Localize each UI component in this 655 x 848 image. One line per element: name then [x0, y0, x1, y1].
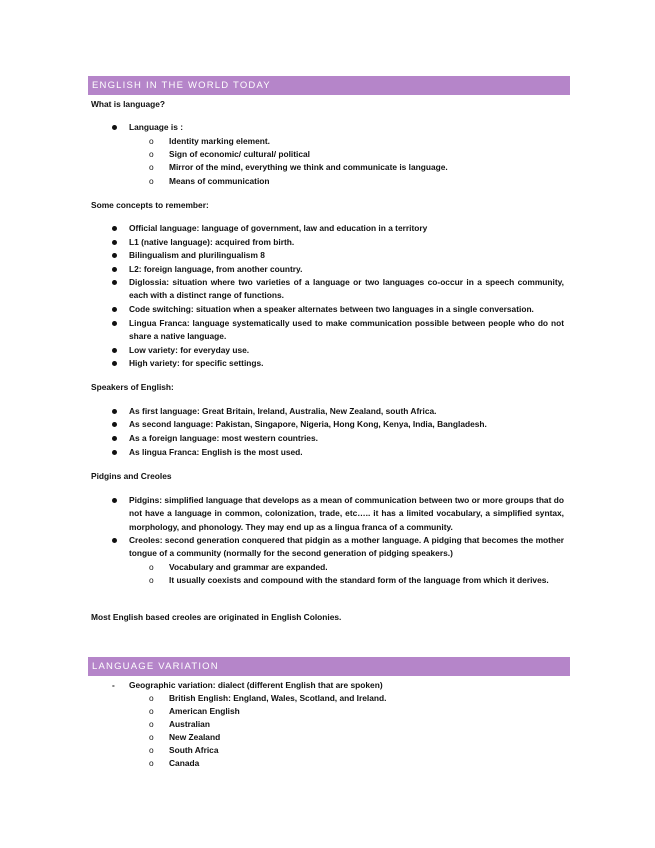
circle-bullet-icon: o [149, 562, 154, 572]
list-item: o Australian [149, 718, 564, 731]
speakers-title: Speakers of English: [91, 382, 174, 392]
question-what-is-language: What is language? [91, 99, 165, 109]
bullet-icon [112, 436, 117, 441]
list-item: Language is : [112, 121, 564, 134]
list-item: o It usually coexists and compound with the standard form of the language from which it derives. [149, 574, 564, 587]
bullet-icon [112, 240, 117, 245]
list-item: - Geographic variation: dialect (different English that are spoken) [112, 679, 564, 692]
circle-bullet-icon: o [149, 693, 154, 703]
list-item: Official language: language of government, law and education in a territory [112, 222, 564, 235]
list-item: o American English [149, 705, 564, 718]
bullet-icon [112, 498, 117, 503]
list-item: o Mirror of the mind, everything we think and communicate is language. [149, 161, 564, 174]
circle-bullet-icon: o [149, 732, 154, 742]
list-item: o Vocabulary and grammar are expanded. [149, 561, 564, 574]
list-item: Diglossia: situation where two varieties of a language or two languages co-occur in a speech community, each with a distinct range of functions. [112, 276, 564, 303]
bullet-icon [112, 450, 117, 455]
pidgins-title: Pidgins and Creoles [91, 471, 172, 481]
section-heading-english-world: ENGLISH IN THE WORLD TODAY [88, 76, 570, 95]
list-item: As lingua Franca: English is the most used. [112, 446, 564, 459]
bullet-icon [112, 226, 117, 231]
dash-bullet-icon: - [112, 680, 115, 690]
circle-bullet-icon: o [149, 149, 154, 159]
list-item: o British English: England, Wales, Scotland, and Ireland. [149, 692, 564, 705]
list-item: o New Zealand [149, 731, 564, 744]
concepts-title: Some concepts to remember: [91, 200, 209, 210]
circle-bullet-icon: o [149, 758, 154, 768]
circle-bullet-icon: o [149, 745, 154, 755]
list-item: Bilingualism and plurilingualism 8 [112, 249, 564, 262]
circle-bullet-icon: o [149, 136, 154, 146]
list-item: o Means of communication [149, 175, 564, 188]
section-heading-language-variation: LANGUAGE VARIATION [88, 657, 570, 676]
bullet-icon [112, 348, 117, 353]
bullet-icon [112, 253, 117, 258]
list-item: o Canada [149, 757, 564, 770]
list-item: Low variety: for everyday use. [112, 344, 564, 357]
bullet-icon [112, 361, 117, 366]
circle-bullet-icon: o [149, 575, 154, 585]
list-item: o South Africa [149, 744, 564, 757]
list-item: As second language: Pakistan, Singapore, Nigeria, Hong Kong, Kenya, India, Bangladesh. [112, 418, 564, 431]
list-item: L1 (native language): acquired from birth. [112, 236, 564, 249]
bullet-icon [112, 280, 117, 285]
list-item: Pidgins: simplified language that develops as a mean of communication between two or more groups that do not have a language in common, colonization, trade, etc….. it has a limited vocabulary, a simplified syntax, morphology, and phonology. They may end up as a lingua franca of a community. [112, 494, 564, 534]
bullet-icon [112, 125, 117, 130]
list-item: Lingua Franca: language systematically used to make communication possible between people who do not share a native language. [112, 317, 564, 344]
list-item: High variety: for specific settings. [112, 357, 564, 370]
bullet-icon [112, 409, 117, 414]
list-item: Code switching: situation when a speaker alternates between two languages in a single conversation. [112, 303, 564, 316]
bullet-icon [112, 307, 117, 312]
list-item: o Identity marking element. [149, 135, 564, 148]
bullet-icon [112, 538, 117, 543]
bullet-icon [112, 422, 117, 427]
list-item: o Sign of economic/ cultural/ political [149, 148, 564, 161]
circle-bullet-icon: o [149, 706, 154, 716]
bullet-icon [112, 321, 117, 326]
list-item: As a foreign language: most western countries. [112, 432, 564, 445]
list-item: L2: foreign language, from another country. [112, 263, 564, 276]
bullet-icon [112, 267, 117, 272]
circle-bullet-icon: o [149, 162, 154, 172]
list-item: Creoles: second generation conquered that pidgin as a mother language. A pidging that becomes the mother tongue of a community (normally for the second generation of pidging speakers.) [112, 534, 564, 561]
circle-bullet-icon: o [149, 176, 154, 186]
closing-text: Most English based creoles are originated in English Colonies. [91, 612, 342, 622]
list-item: As first language: Great Britain, Ireland, Australia, New Zealand, south Africa. [112, 405, 564, 418]
circle-bullet-icon: o [149, 719, 154, 729]
